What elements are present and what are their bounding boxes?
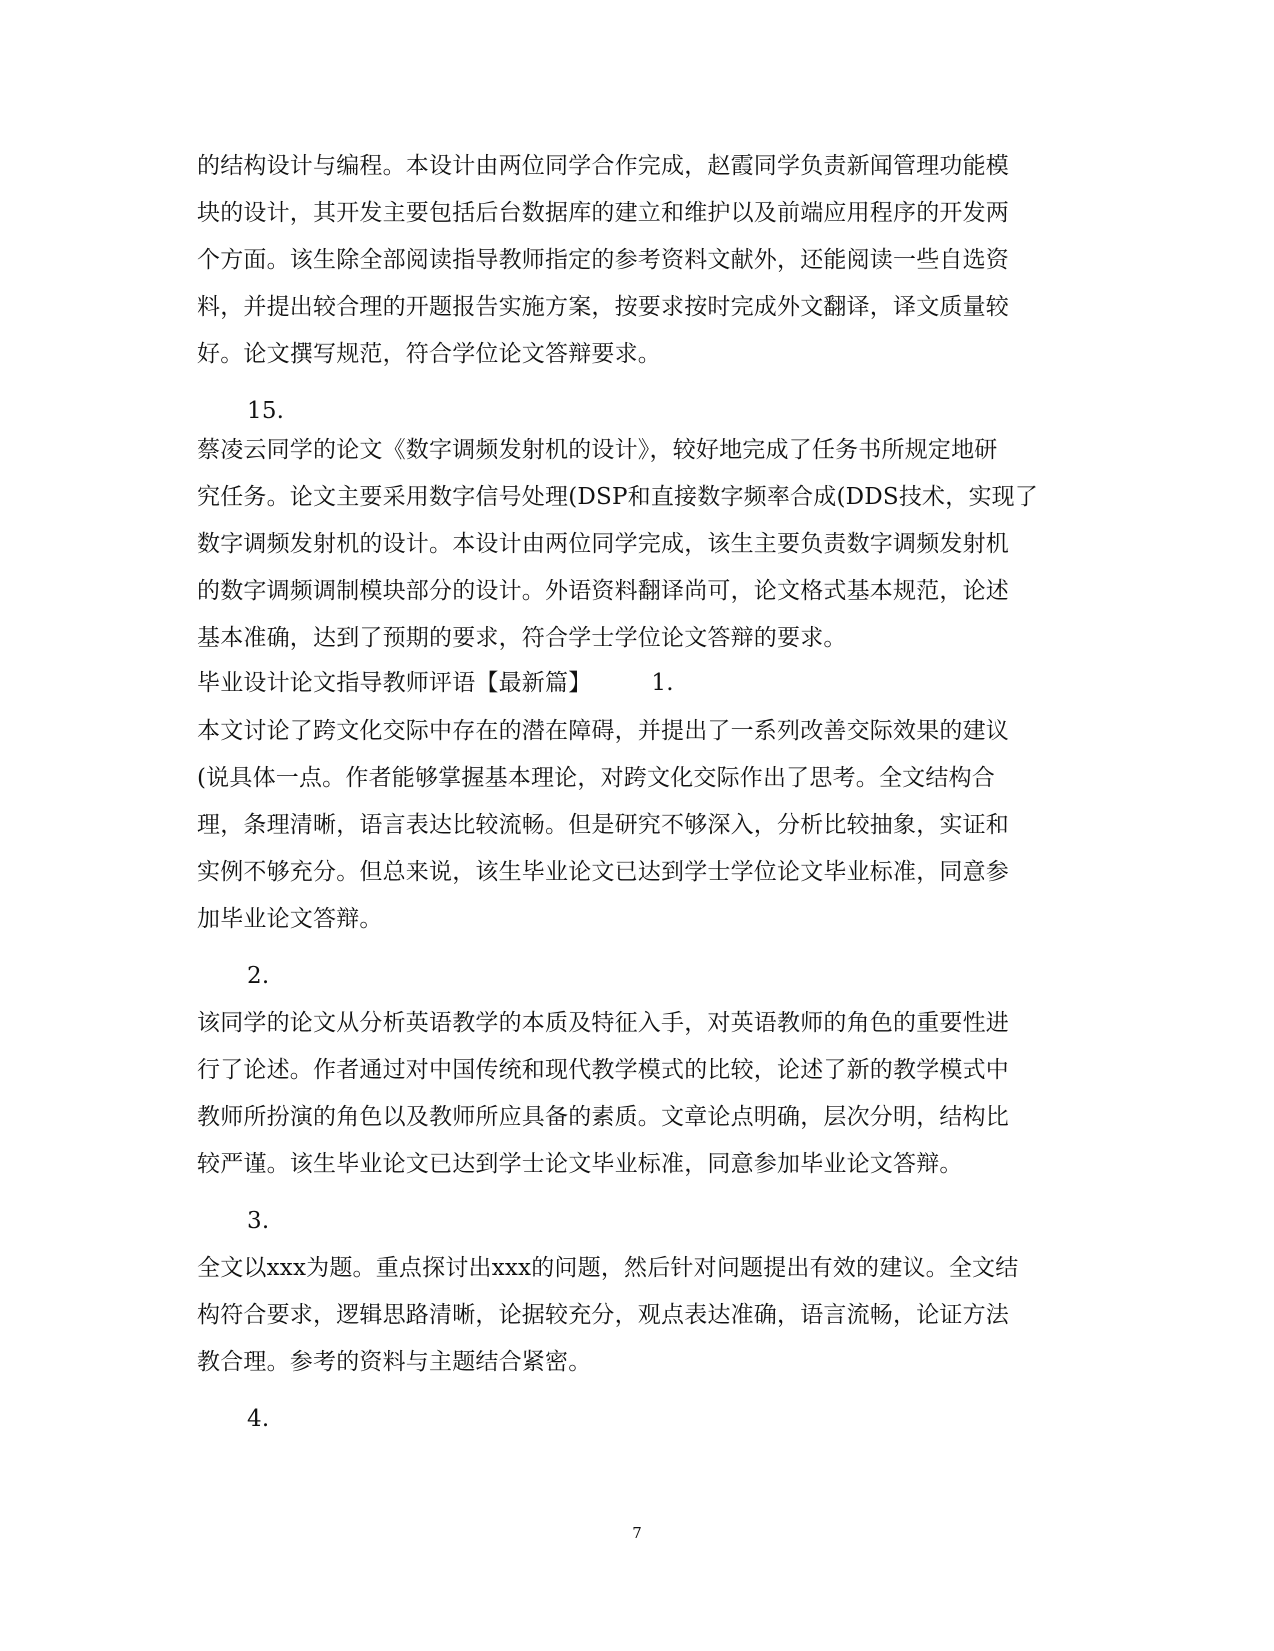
paragraph-line: 理，条理清晰，语言表达比较流畅。但是研究不够深入，分析比较抽象，实证和 [197,812,1009,838]
paragraph-line: 行了论述。作者通过对中国传统和现代教学模式的比较，论述了新的教学模式中 [197,1057,1009,1083]
paragraph-line: 教合理。参考的资料与主题结合紧密。 [197,1349,592,1375]
paragraph-line: 基本准确，达到了预期的要求，符合学士学位论文答辩的要求。 [197,625,847,651]
paragraph-line: 实例不够充分。但总来说，该生毕业论文已达到学士学位论文毕业标准，同意参 [197,859,1009,885]
paragraph-line: 数字调频发射机的设计。本设计由两位同学完成，该生主要负责数字调频发射机 [197,531,1009,557]
paragraph-line: 全文以xxx为题。重点探讨出xxx的问题，然后针对问题提出有效的建议。全文结 [197,1255,1019,1281]
paragraph-line: 蔡凌云同学的论文《数字调频发射机的设计》，较好地完成了任务书所规定地研 [197,437,998,463]
paragraph-line: 的数字调频调制模块部分的设计。外语资料翻译尚可，论文格式基本规范，论述 [197,578,1009,604]
item-number-2: 2. [247,963,270,989]
section-heading-title: 毕业设计论文指导教师评语【最新篇】 [197,670,592,696]
paragraph-line: 教师所扮演的角色以及教师所应具备的素质。文章论点明确，层次分明，结构比 [197,1104,1009,1130]
paragraph-line: (说具体一点。作者能够掌握基本理论，对跨文化交际作出了思考。全文结构合 [197,765,995,791]
paragraph-line: 本文讨论了跨文化交际中存在的潜在障碍，并提出了一系列改善交际效果的建议 [197,718,1009,744]
item-number-3: 3. [247,1208,270,1234]
section-heading [197,668,674,698]
item-number-15: 15. [247,398,285,424]
paragraph-line: 好。论文撰写规范，符合学位论文答辩要求。 [197,341,661,367]
paragraph-line: 个方面。该生除全部阅读指导教师指定的参考资料文献外，还能阅读一些自选资 [197,247,1009,273]
page-number: 7 [632,1524,642,1542]
paragraph-line: 块的设计，其开发主要包括后台数据库的建立和维护以及前端应用程序的开发两 [197,200,1009,226]
item-number-1: 1. [651,670,674,696]
paragraph-line: 究任务。论文主要采用数字信号处理(DSP和直接数字频率合成(DDS技术，实现了 [197,484,1039,510]
paragraph-line: 较严谨。该生毕业论文已达到学士论文毕业标准，同意参加毕业论文答辩。 [197,1151,963,1177]
item-number-4: 4. [247,1406,270,1432]
paragraph-line: 该同学的论文从分析英语教学的本质及特征入手，对英语教师的角色的重要性进 [197,1010,1009,1036]
paragraph-line: 料，并提出较合理的开题报告实施方案，按要求按时完成外文翻译，译文质量较 [197,294,1009,320]
paragraph-line: 构符合要求，逻辑思路清晰，论据较充分，观点表达准确，语言流畅，论证方法 [197,1302,1009,1328]
paragraph-line: 的结构设计与编程。本设计由两位同学合作完成，赵霞同学负责新闻管理功能模 [197,153,1009,179]
paragraph-line: 加毕业论文答辩。 [197,906,383,932]
